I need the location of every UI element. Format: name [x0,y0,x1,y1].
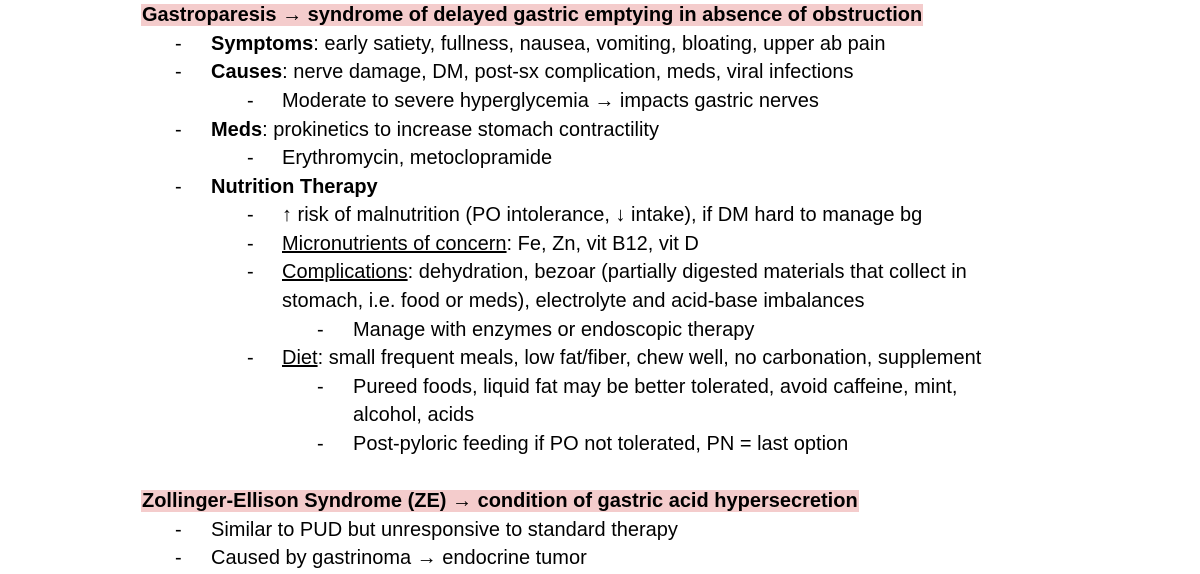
meds-subitem: Erythromycin, metoclopramide [282,147,553,169]
diet-subitem-pureed-continued: alcohol, acids [353,404,475,426]
gastroparesis-heading [141,1,923,29]
diet-subitem-pureed: Pureed foods, liquid fat may be better tolerated, avoid caffeine, mint, [353,376,958,398]
bullet-dash: - [175,519,182,541]
bullet-dash: - [247,204,254,226]
bullet-dash: - [317,319,324,341]
diet-label: Diet [282,347,318,369]
diet-item [282,344,981,372]
bullet-dash: - [247,147,254,169]
bullet-dash: - [247,90,254,112]
causes-text: : nerve damage, DM, post-sx complication, meds, viral infections [282,61,854,83]
malnutrition-risk-item: ↑ risk of malnutrition (PO intolerance, ↓ intake), if DM hard to manage bg [282,204,923,226]
complications-text-continued: stomach, i.e. food or meds), electrolyte and acid-base imbalances [282,290,865,312]
micronutrients-label: Micronutrients of concern [282,233,507,255]
diet-subitem-feeding: Post-pyloric feeding if PO not tolerated, PN = last option [353,433,849,455]
meds-text: : prokinetics to increase stomach contractility [262,119,659,141]
bullet-dash: - [317,433,324,455]
ze-item-similar-pud: Similar to PUD but unresponsive to standard therapy [211,519,678,541]
bullet-dash: - [175,33,182,55]
zollinger-ellison-heading [141,487,859,515]
bullet-dash: - [317,376,324,398]
causes-label: Causes [211,61,283,83]
complications-text: : dehydration, bezoar (partially digested materials that collect in [407,261,967,283]
diet-text: : small frequent meals, low fat/fiber, chew well, no carbonation, supplement [317,347,982,369]
causes-subitem: Moderate to severe hyperglycemia → impacts gastric nerves [282,90,819,112]
bullet-dash: - [175,61,182,83]
nutrition-therapy-label: Nutrition Therapy [211,176,378,198]
symptoms-item [211,30,885,58]
bullet-dash: - [175,547,182,569]
causes-item [211,58,854,86]
meds-label: Meds [211,119,263,141]
bullet-dash: - [247,347,254,369]
micronutrients-text: : Fe, Zn, vit B12, vit D [506,233,699,255]
bullet-dash: - [175,176,182,198]
symptoms-label: Symptoms [211,33,314,55]
complications-subitem: Manage with enzymes or endoscopic therapy [353,319,755,341]
gastroparesis-heading-text: Gastroparesis → syndrome of delayed gastric emptying in absence of obstruction [142,4,923,26]
bullet-dash: - [247,261,254,283]
bullet-dash: - [247,233,254,255]
complications-label: Complications [282,261,408,283]
ze-item-gastrinoma: Caused by gastrinoma → endocrine tumor [211,547,587,569]
micronutrients-item [282,230,699,258]
meds-item [211,116,659,144]
complications-item [282,258,967,286]
symptoms-text: : early satiety, fullness, nausea, vomiting, bloating, upper ab pain [313,33,886,55]
zollinger-ellison-heading-text: Zollinger-Ellison Syndrome (ZE) → condition of gastric acid hypersecretion [142,490,858,512]
bullet-dash: - [175,119,182,141]
